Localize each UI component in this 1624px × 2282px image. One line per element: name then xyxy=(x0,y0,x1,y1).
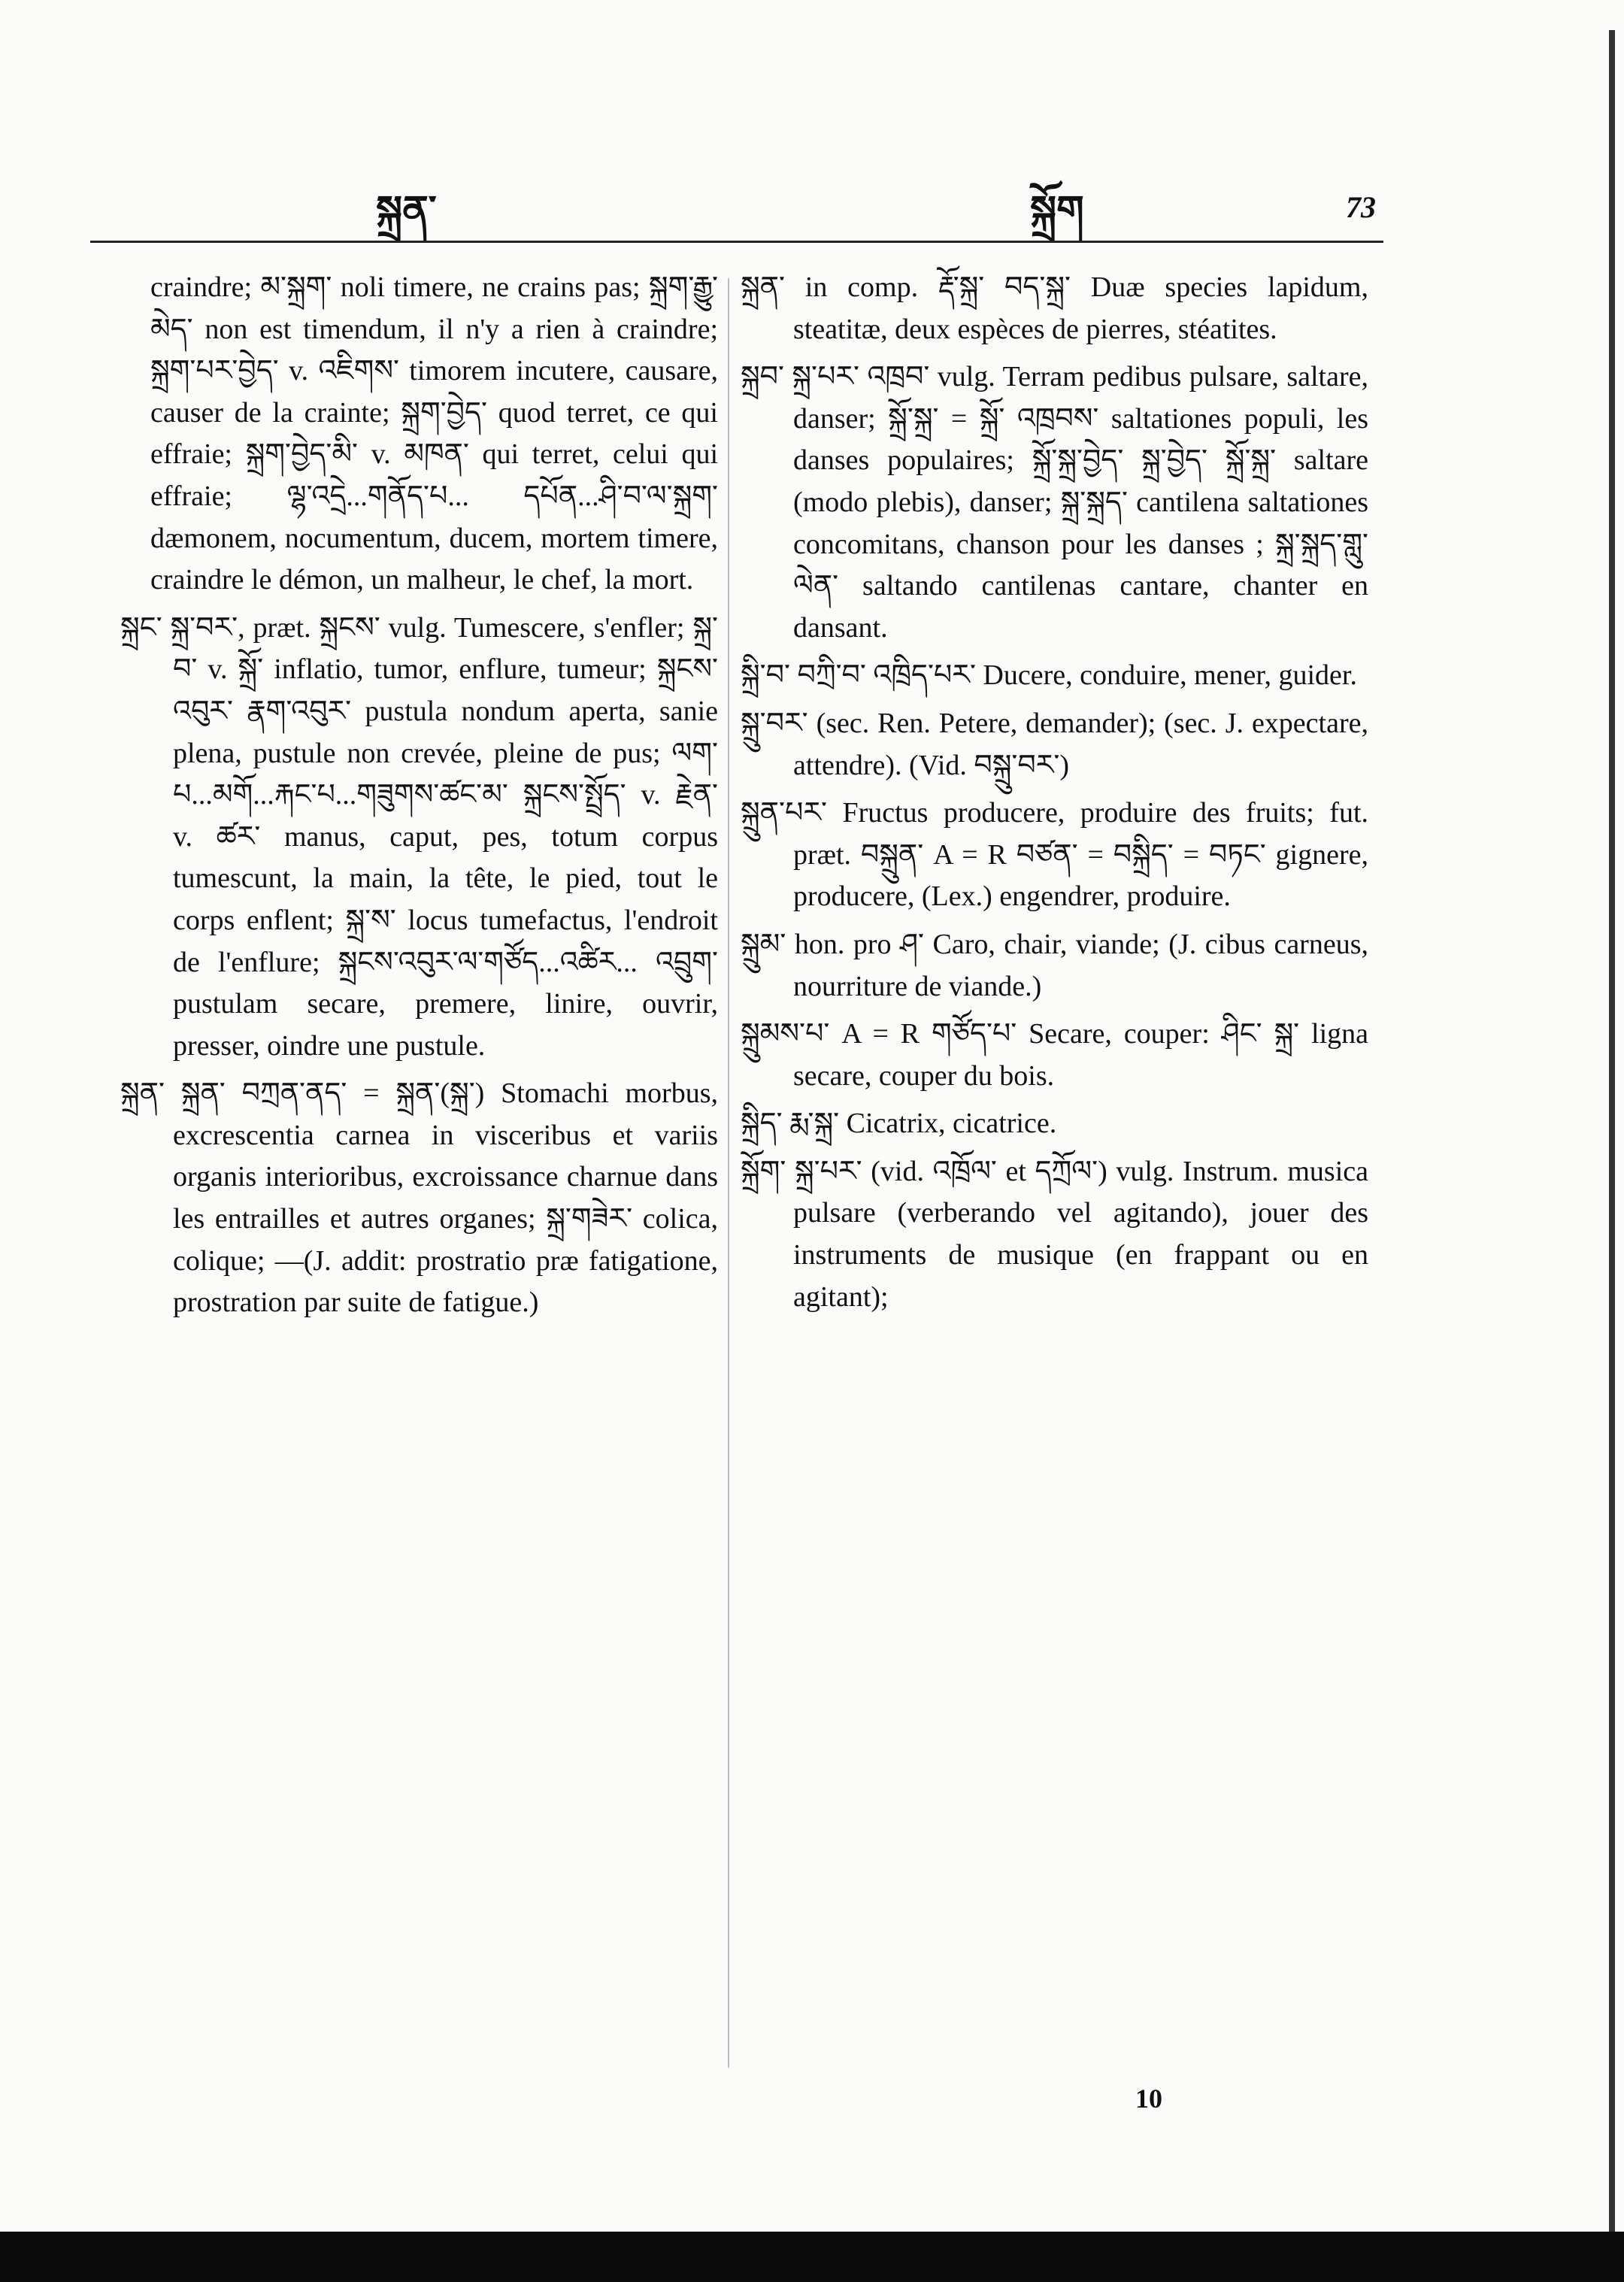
dictionary-entry: སྐྲན་ in comp. རྡོ་སྐྲ་ བད་སྐྲ་ Duæ species lapidum, steatitæ, deux espèces de pierres, stéatites. xyxy=(741,271,1368,345)
dictionary-entry: སྐྲུམ་ hon. pro ཤ་ Caro, chair, viande; (J. cibus carneus, nourriture de viande.) xyxy=(741,928,1368,1002)
signature-number: 10 xyxy=(1135,2083,1162,2114)
dictionary-entry: སྐྲི་བ་ བཀྲི་བ་ འཁྲིད་པར་ Ducere, conduire, mener, guider. xyxy=(741,659,1357,692)
header-rule xyxy=(90,241,1383,243)
dictionary-entry: སྐྲིད་ རྨ་སྐྲ་ Cicatrix, cicatrice. xyxy=(741,1108,1057,1140)
right-column xyxy=(741,267,1368,1324)
dictionary-entry: craindre; མ་སྐྲག་ noli timere, ne crains pas; སྐྲག་རྒྱུ་མེད་ non est timendum, il n'y a rien à craindre; སྐྲག་པར་བྱེད་ v. འཇིགས་ timorem incutere, causare, causer de la crainte; སྐྲག་བྱེད་ quod terret, ce qui effraie; སྐྲག་བྱེད་མི་ v. མཁན་ qui terret, celui qui effraie; ལྷ་འདྲེ...གནོད་པ... དཔོན...ཤི་བ་ལ་སྐྲག་ dæmonem, nocumentum, ducem, mortem timere, craindre le démon, un malheur, le chef, la mort. xyxy=(150,271,718,596)
running-head-left: སྐྲན་ xyxy=(376,188,437,233)
dictionary-entry: སྐྲུམས་པ་ A = R གཙོད་པ་ Secare, couper: ཤིང་ སྐྲ་ ligna secare, couper du bois. xyxy=(741,1018,1368,1092)
dictionary-entry: སྐྲུན་པར་ Fructus producere, produire des fruits; fut. præt. བསྐྲུན་ A = R བཙན་ = བསྐྲིད་ = བཏང་ gignere, producere, (Lex.) engendrer, produire. xyxy=(741,797,1368,913)
dictionary-entry: སྐྲན་ སྐྲན་ བཀྲན་ནད་ = སྐྲན་(སྐྲ་) Stomachi morbus, excrescentia carnea in visceribus et variis organis interioribus, excroissance charnue dans les entrailles et autres organes; སྐྲ་གཟེར་ colica, colique; —(J. addit: prostratio præ fatigatione, prostration par suite de fatigue.) xyxy=(120,1077,718,1319)
dictionary-entry: སྐྲབ་ སྐྲ་པར་ འཁྲབ་ vulg. Terram pedibus pulsare, saltare, danser; སྐྲོ་སྐྲ་ = སྐྲོ་ འཁྲབས་ saltationes populi, les danses populaires; སྐྲོ་སྐྲ་བྱེད་ སྐྲ་བྱེད་ སྐྲོ་སྐྲ་ saltare (modo plebis), danser; སྐྲ་སྐྲད་ cantilena saltationes concomitans, chanson pour les danses ; སྐྲ་སྐྲད་གླུ་ལེན་ saltando cantilenas cantare, chanter en dansant. xyxy=(741,361,1368,644)
binding-edge xyxy=(1609,30,1615,2233)
scan-bottom-band xyxy=(0,2232,1624,2282)
dictionary-entry: སྐྲུ་བར་ (sec. Ren. Petere, demander); (sec. J. expectare, attendre). (Vid. བསྐྲུ་བར་) xyxy=(741,707,1368,781)
dictionary-entry: སྐྲང་ སྐྲ་བར་, præt. སྐྲངས་ vulg. Tumescere, s'enfler; སྐྲ་བ་ v. སྐྲོ་ inflatio, tumor, enflure, tumeur; སྐྲངས་འབུར་ རྣག་འབུར་ pustula nondum aperta, sanie plena, pustule non crevée, pleine de pus; ལག་པ...མགོ...རྐང་པ...གཟུགས་ཚང་མ་ སྐྲངས་སྤྲོད་ v. རྗེན་ v. ཚར་ manus, caput, pes, totum corpus tumescunt, la main, la tête, le pied, tout le corps enflent; སྐྲ་ས་ locus tumefactus, l'endroit de l'enflure; སྐྲངས་འབུར་ལ་གཙོད...འཚིར... འབྲུག་ pustulam secare, premere, linire, ouvrir, presser, oindre une pustule. xyxy=(120,611,718,1062)
column-divider xyxy=(728,278,729,2068)
page-number: 73 xyxy=(1346,190,1376,224)
running-head-center: སྐྲོག xyxy=(1030,188,1084,233)
left-column xyxy=(120,267,718,1330)
dictionary-entry: སྐྲོག་ སྐྲ་པར་ (vid. འཁྲོལ་ et དཀྲོལ་) vulg. Instrum. musica pulsare (verberando vel agitando), jouer des instruments de musique (en frappant ou en agitant); xyxy=(741,1155,1368,1313)
